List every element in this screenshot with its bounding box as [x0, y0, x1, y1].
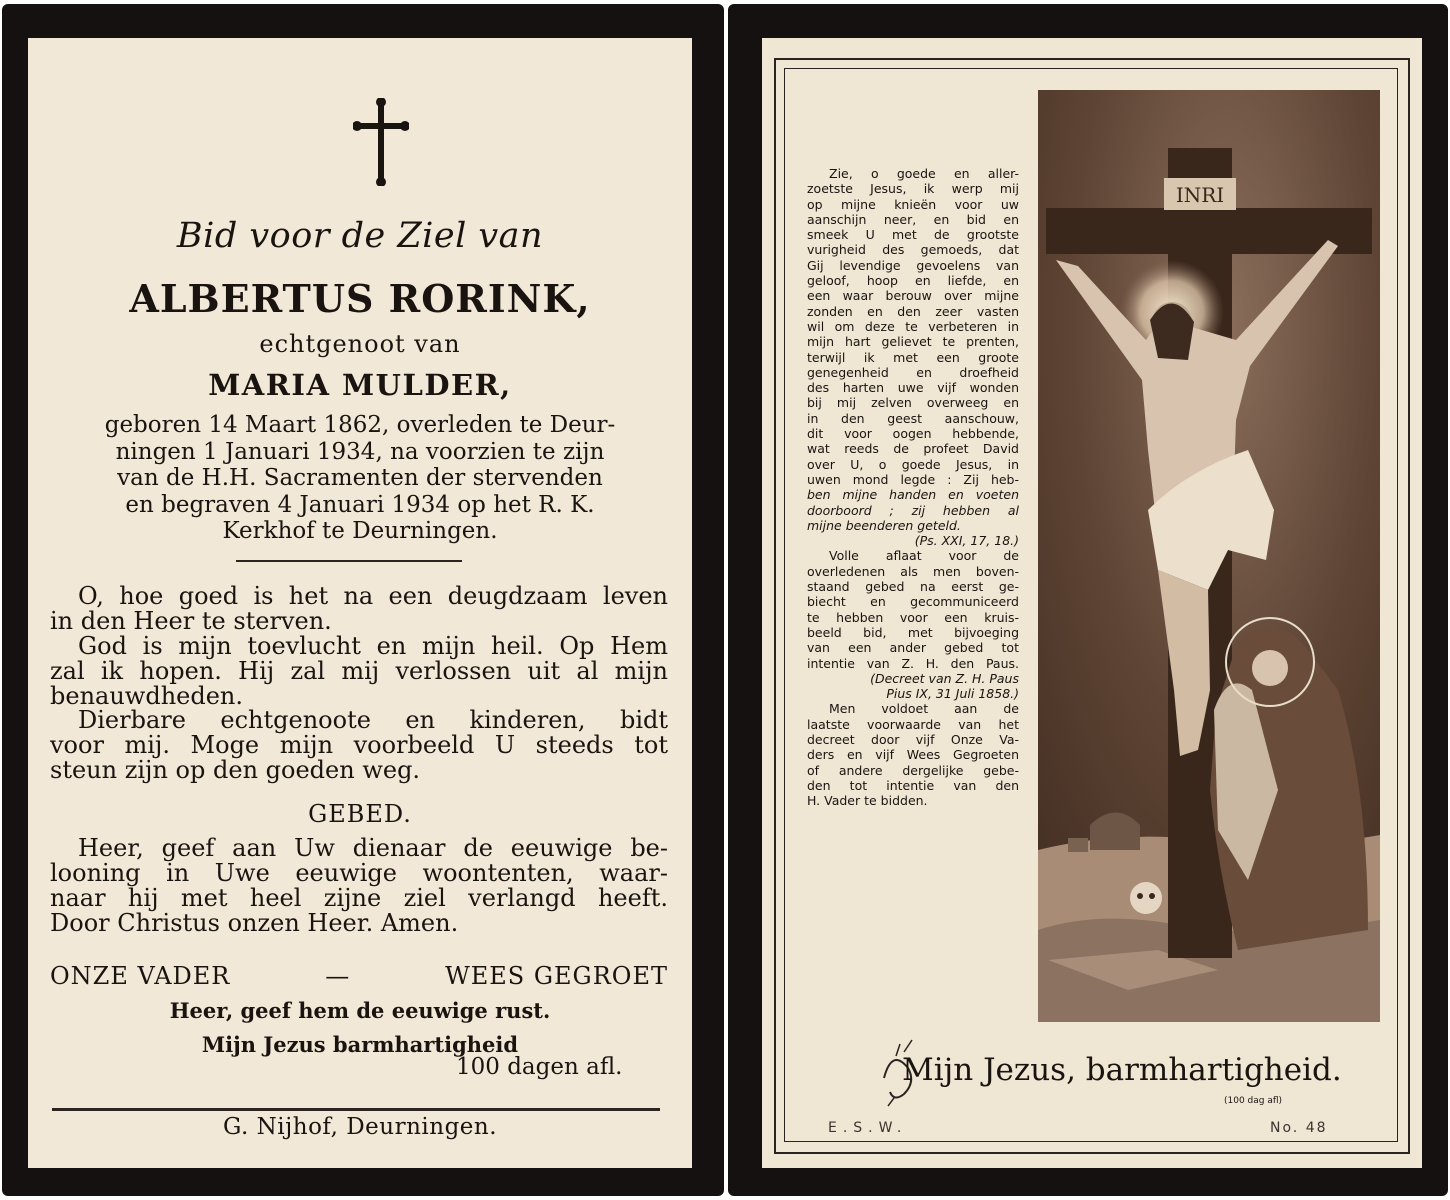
- paragraph-virtuous-life: [50, 584, 668, 634]
- devotional-line: mijn hart gelievet te prenten,: [807, 334, 1019, 350]
- devotional-line: Volle aflaat voor de: [829, 548, 1019, 564]
- devotional-line: een waar berouw over mijne: [807, 288, 1019, 304]
- text-line: O, hoe goed is het na een deugdzaam leven: [78, 582, 668, 610]
- devotional-line: Gij levendige gevoelens van: [807, 257, 1019, 273]
- text-line: zal ik hopen. Hij zal mij verlossen uit al mijn: [50, 657, 668, 685]
- devotional-line: ders en vijf Wees Gegroeten: [807, 747, 1019, 763]
- bio-line: van de H.H. Sacramenten der stervenden: [117, 465, 603, 491]
- prayer-heading: GEBED.: [308, 800, 412, 828]
- text-line: in den Heer te sterven.: [50, 607, 332, 635]
- text-line: God is mijn toevlucht en mijn heil. Op Hem: [78, 632, 668, 660]
- prayer-dash: —: [325, 962, 351, 990]
- deceased-name: ALBERTUS RORINK,: [129, 276, 591, 321]
- text-line: Dierbare echtgenoote en kinderen, bidt: [78, 706, 668, 734]
- text-line: naar hij met heel zijne ziel verlangd heeft.: [50, 884, 668, 912]
- publisher-mark: E.S.W.: [828, 1120, 908, 1136]
- cross-icon: [353, 98, 409, 186]
- devotional-line: decreet door vijf Onze Va-: [807, 731, 1019, 747]
- printer-imprint: G. Nijhof, Deurningen.: [222, 1114, 498, 1140]
- devotional-line: des harten uwe vijf wonden: [807, 380, 1019, 396]
- text-line: Door Christus onzen Heer. Amen.: [50, 909, 459, 937]
- devotional-text: [807, 166, 1019, 808]
- bio-line: en begraven 4 Januari 1934 op het R. K.: [125, 491, 595, 518]
- devotional-line: Zie, o goede en aller-: [829, 166, 1019, 181]
- biography: [50, 412, 670, 545]
- divider: [236, 560, 462, 562]
- devotional-line: bij mij zelven overweeg en: [807, 395, 1019, 411]
- ejaculation-rest: Heer, geef hem de eeuwige rust.: [169, 998, 551, 1023]
- devotional-line: Men voldoet aan de: [829, 701, 1019, 717]
- devotional-line: smeek U met de grootste: [807, 227, 1019, 243]
- prayers-line: [50, 962, 668, 990]
- footer-divider: [52, 1108, 660, 1111]
- devotional-line: terwijl ik met een groote: [807, 349, 1019, 365]
- crucifixion-image: [1038, 90, 1380, 1022]
- devotional-line: zoetste Jesus, ik werp mij: [807, 181, 1019, 197]
- card-number: No. 48: [1270, 1120, 1328, 1136]
- text-line: benauwdheden.: [50, 682, 244, 710]
- devotional-line: mijne beenderen geteld.: [807, 517, 961, 533]
- devotional-line: biecht en gecommuniceerd: [807, 594, 1019, 610]
- text-line: Heer, geef aan Uw dienaar de eeuwige be-: [78, 834, 668, 862]
- devotional-line: doorboord ; zij hebben al: [807, 502, 1019, 518]
- devotional-line: wil om deze te verbeteren in: [807, 318, 1019, 334]
- devotional-line: intentie van Z. H. den Paus.: [807, 655, 1019, 671]
- indulgence-days: 100 dagen afl.: [456, 1054, 623, 1080]
- devotional-line: den tot intentie van den: [807, 777, 1019, 793]
- devotional-line: in den geest aanschouw,: [807, 410, 1019, 426]
- spouse-label: echtgenoot van: [259, 330, 461, 358]
- text-line: voor mij. Moge mijn voorbeeld U steeds tot: [50, 731, 668, 759]
- bio-line: geboren 14 Maart 1862, overleden te Deur-: [104, 412, 616, 438]
- devotional-line: op mijne knieën voor uw: [807, 196, 1019, 212]
- bio-line: ningen 1 Januari 1934, na voorzien te zijn: [115, 438, 605, 465]
- devotional-line: over U, o goede Jesus, in: [807, 456, 1019, 472]
- bio-line: Kerkhof te Deurningen.: [222, 518, 498, 544]
- prayer-wees-gegroet: WEES GEGROET: [445, 962, 668, 990]
- devotional-line: aanschijn neer, en bid en: [807, 211, 1019, 227]
- right-card-paper: [762, 38, 1422, 1168]
- devotional-line: dit voor oogen hebbende,: [807, 426, 1019, 442]
- left-card: [2, 4, 724, 1196]
- prayer-onze-vader: ONZE VADER: [50, 962, 231, 990]
- devotional-line: van een ander gebed tot: [807, 640, 1019, 656]
- devotional-line: H. Vader te bidden.: [807, 793, 928, 809]
- spouse-name: MARIA MULDER,: [208, 368, 512, 402]
- devotional-line: (Ps. XXI, 17, 18.): [914, 533, 1019, 549]
- devotional-line: te hebben voor een kruis-: [807, 609, 1019, 625]
- devotional-line: genegenheid en droefheid: [807, 364, 1019, 380]
- ejaculation-mercy: Mijn Jezus barmhartigheid: [201, 1032, 519, 1057]
- devotional-line: (Decreet van Z. H. Paus: [870, 670, 1019, 686]
- devotional-line: laatste voorwaarde van het: [807, 716, 1019, 732]
- devotional-line: uwen mond legde : Zij heb-: [807, 471, 1019, 487]
- devotional-line: wat reeds de profeet David: [807, 441, 1019, 457]
- paragraph-family: [50, 708, 668, 783]
- devotional-line: of andere dergelijke gebe-: [807, 762, 1019, 778]
- motto-indulgence: (100 dag afl): [1224, 1096, 1283, 1106]
- motto: Mijn Jezus, barmhartigheid.: [902, 1052, 1342, 1088]
- paragraph-prayer: [50, 836, 668, 936]
- devotional-line: zonden en den zeer vasten: [807, 303, 1019, 319]
- right-card: [728, 4, 1448, 1196]
- devotional-line: ben mijne handen en voeten: [807, 487, 1019, 503]
- devotional-line: overledenen als men boven-: [807, 563, 1019, 579]
- text-line: looning in Uwe eeuwige woontenten, waar-: [50, 859, 668, 887]
- devotional-line: staand gebed na eerst ge-: [807, 579, 1019, 595]
- left-card-paper: [28, 38, 692, 1168]
- devotional-line: beeld bid, met bijvoeging: [807, 624, 1019, 640]
- devotional-line: vurigheid des gemoeds, dat: [807, 242, 1019, 258]
- devotional-line: geloof, hoop en liefde, en: [807, 273, 1019, 289]
- devotional-line: Pius IX, 31 Juli 1858.): [886, 686, 1019, 702]
- text-line: steun zijn op den goeden weg.: [50, 756, 421, 784]
- inri-label: INRI: [1175, 183, 1225, 207]
- card-title: Bid voor de Ziel van: [176, 216, 544, 256]
- paragraph-refuge: [50, 634, 668, 709]
